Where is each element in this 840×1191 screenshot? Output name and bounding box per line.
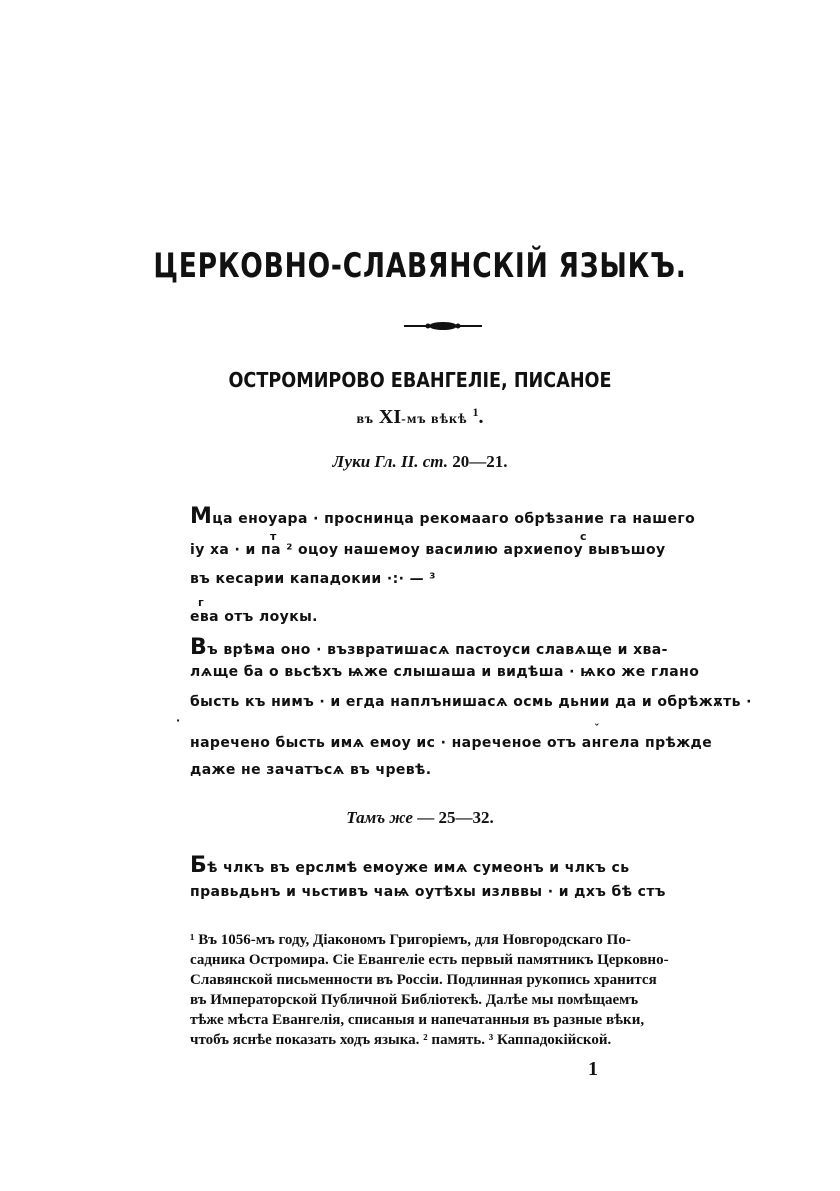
- line-text: ъ врѣма оно · възвратишасѧ пастоуси славѧще и хва-: [207, 642, 668, 658]
- superscript-mark: с: [580, 530, 587, 543]
- slavonic-line-3: въ кесарии кападокии ·:· — ³: [190, 571, 436, 587]
- ornament-divider-icon: [404, 320, 482, 332]
- superscript-mark: г: [198, 596, 204, 609]
- slavonic-line-9: даже не зачатъсѧ въ чревѣ.: [190, 762, 432, 778]
- footnote-line-4: въ Императорской Публичной Библіотекѣ. Далѣе мы помѣщаемъ: [190, 992, 639, 1008]
- subtitle-roman: XI: [378, 406, 402, 428]
- footnote-line-1: ¹ Въ 1056-мъ году, Діакономъ Григоріемъ, для Новгородскаго По-: [190, 932, 631, 948]
- reference-2-verses: — 25—32.: [417, 808, 494, 827]
- subtitle-end: .: [478, 406, 484, 428]
- slavonic-line-6: лѧще ба о вьсѣхъ ѩже слышаша и видѣша · ѩко же глано: [190, 664, 700, 680]
- slavonic-line-7: бысть къ нимъ · и егда наплънишасѧ осмь дьнии да и обрѣжѫть ·: [190, 694, 752, 710]
- slavonic-line-5: [190, 635, 710, 660]
- footnote-line-5: тѣже мѣста Евангелія, списаныя и напечатанныя въ разные вѣки,: [190, 1012, 645, 1028]
- slavonic-line-10: [190, 853, 710, 878]
- section-subtitle: [0, 406, 840, 429]
- page-number: 1: [588, 1058, 598, 1080]
- reference-2-book: Тамъ же: [346, 808, 413, 827]
- line-text: ѣ члкъ въ ерслмѣ емоуже имѧ сумеонъ и члкъ сь: [207, 860, 630, 876]
- footnote-ref-1: 1: [472, 405, 479, 419]
- slavonic-line-11: правьдьнъ и чьстивъ чаѩ оутѣхы излввы · и дхъ бѣ стъ: [190, 884, 666, 900]
- slavonic-line-4: ева отъ лоукы.: [190, 609, 318, 625]
- slavonic-line-2: іу ха · и па ² оцоу нашемоу василию архиепоу вывъшоу: [190, 542, 666, 558]
- subtitle-pre: въ: [356, 412, 374, 427]
- scripture-reference-2: [0, 808, 840, 828]
- superscript-mark: т: [270, 530, 277, 543]
- accent-mark: ˇ: [594, 722, 600, 735]
- section-title: ОСТРОМИРОВО ЕВАНГЕЛІЕ, ПИСАНОЕ: [228, 368, 612, 392]
- slavonic-line-1: [190, 504, 710, 529]
- footnote-line-6: чтобъ яснѣе показать ходъ языка. ² память. ³ Каппадокійской.: [190, 1032, 612, 1048]
- initial-letter: М: [190, 504, 213, 529]
- initial-letter: Б: [190, 853, 208, 878]
- footnote-line-2: садника Остромира. Сіе Евангеліе есть первый памятникъ Церковно-: [190, 952, 669, 968]
- reference-1-book: Луки Гл. II. ст.: [332, 452, 448, 471]
- line-text: ца еноуара · проснинца рекомааго обрѣзание га нашего: [212, 511, 696, 527]
- slavonic-line-8: наречено бысть имѧ емоу ис · нареченое отъ ангела прѣжде: [190, 735, 713, 751]
- reference-1-verses: 20—21.: [452, 452, 508, 471]
- initial-letter: В: [190, 635, 208, 660]
- page-title: ЦЕРКОВНО-СЛАВЯНСКІЙ ЯЗЫКЪ.: [153, 246, 687, 286]
- subtitle-post: -мъ вѣкѣ: [401, 412, 468, 427]
- footnote-line-3: Славянской письменности въ Россіи. Подлинная рукопись хранится: [190, 972, 657, 988]
- dot-mark: ·: [176, 714, 181, 727]
- scripture-reference-1: [0, 452, 840, 472]
